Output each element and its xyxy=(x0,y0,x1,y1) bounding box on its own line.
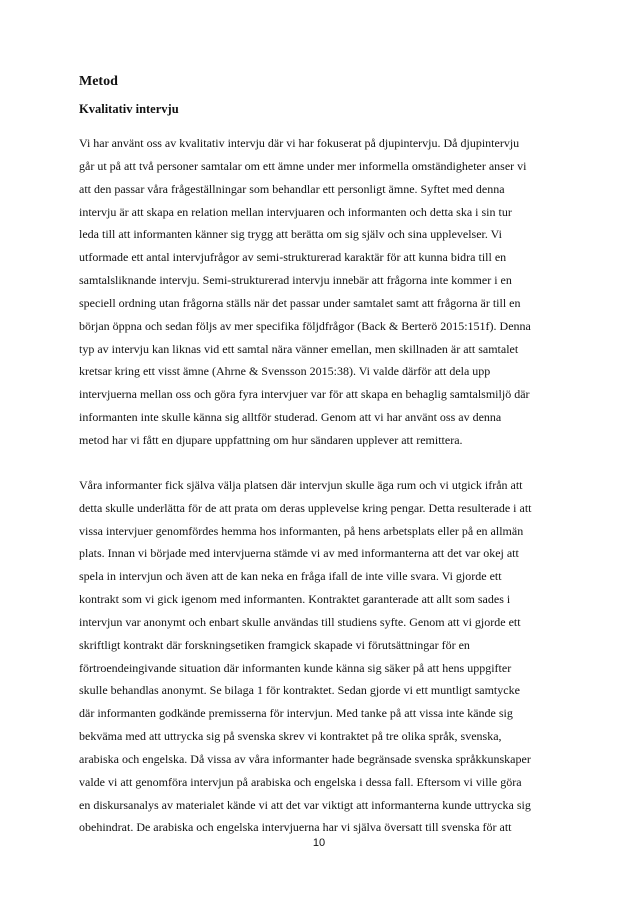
text-line: valde vi att genomföra intervjun på arabiska och engelska i dessa fall. Eftersom vi ville göra xyxy=(79,774,522,789)
text-line: intervjun var anonymt och enbart skulle användas till studiens syfte. Genom att vi gjorde ett xyxy=(79,614,521,629)
text-line: speciell ordning utan frågorna ställs när det passar under samtalet samt att frågorna är till en xyxy=(79,295,521,310)
text-line: bekväma med att uttrycka sig på svenska skrev vi kontraktet på tre olika språk, svenska, xyxy=(79,729,502,744)
paragraph-1 xyxy=(79,132,567,452)
text-line: början öppna och sedan följs av mer specifika följdfrågor (Back & Berterö 2015:151f). Denna xyxy=(79,318,531,333)
text-line: förtroendeingivande situation där informanten kunde känna sig säker på att hens uppgifter xyxy=(79,660,512,675)
subsection-heading: Kvalitativ intervju xyxy=(79,102,179,116)
text-line: intervjuerna mellan oss och göra fyra intervjuer var för att skapa en behaglig samtalsmiljö där xyxy=(79,387,530,402)
text-line: skulle behandlas anonymt. Se bilaga 1 för kontraktet. Sedan gjorde vi ett muntligt samtycke xyxy=(79,683,520,698)
text-line: obehindrat. De arabiska och engelska intervjuerna har vi själva översatt till svenska för att xyxy=(79,820,512,835)
text-line: intervju är att skapa en relation mellan intervjuaren och informanten och detta ska i sin tur xyxy=(79,204,512,219)
text-line: att den passar våra frågeställningar som behandlar ett personligt ämne. Syftet med denna xyxy=(79,181,505,196)
paragraph-2 xyxy=(79,474,567,840)
text-line: Våra informanter fick själva välja platsen där intervjun skulle äga rum och vi utgick ifrån att xyxy=(79,477,523,492)
text-line: går ut på att två personer samtalar om ett ämne under mer informella omständigheter anser vi xyxy=(79,158,527,173)
text-line: där informanten godkände premisserna för intervjun. Med tanke på att vissa inte kände sig xyxy=(79,706,513,721)
text-line: detta skulle underlätta för de att prata om deras upplevelse kring pengar. Detta resulterade i att xyxy=(79,500,532,515)
text-line: kretsar kring ett visst ämne (Ahrne & Svensson 2015:38). Vi valde därför att dela upp xyxy=(79,364,491,379)
text-line: skriftligt kontrakt där forskningsetiken framgick skapade vi förutsättningar för en xyxy=(79,637,470,652)
text-line: vissa intervjuer genomfördes hemma hos informanten, på hens arbetsplats eller på en allmän xyxy=(79,523,524,538)
text-line: arabiska och engelska. Då vissa av våra informanter hade begränsade svenska språkkunskaper xyxy=(79,751,531,766)
text-line: leda till att informanten känner sig trygg att berätta om sig själv och sina upplevelser. Vi xyxy=(79,227,502,242)
page-number: 10 xyxy=(312,837,326,849)
text-line: typ av intervju kan liknas vid ett samtal nära vänner emellan, men skillnaden är att samtalet xyxy=(79,341,519,356)
text-line: kontrakt som vi gick igenom med informanten. Kontraktet garanterade att allt som sades i xyxy=(79,592,511,607)
text-line: samtalsliknande intervju. Semi-strukturerad intervju innebär att frågorna inte kommer i en xyxy=(79,273,512,288)
text-line: informanten inte skulle känna sig alltför studerad. Genom att vi har använt oss av denna xyxy=(79,410,502,425)
text-line: plats. Innan vi började med intervjuerna stämde vi av med informanterna att det var okej att xyxy=(79,546,519,561)
page-content xyxy=(79,73,567,839)
text-line: en diskursanalys av materialet kände vi att det var viktigt att informanterna kunde uttrycka sig xyxy=(79,797,531,812)
text-line: utformade ett antal intervjufrågor av semi-strukturerad karaktär för att kunna bidra till en xyxy=(79,250,507,265)
text-line: spela in intervjun och även att de kan neka en fråga ifall de inte ville svara. Vi gjorde ett xyxy=(79,569,502,584)
text-line: Vi har använt oss av kvalitativ intervju där vi har fokuserat på djupintervju. Då djupintervju xyxy=(79,136,520,150)
text-line: metod har vi fått en djupare uppfattning om hur sändaren upplever att remittera. xyxy=(79,432,463,447)
section-heading: Metod xyxy=(79,74,118,89)
